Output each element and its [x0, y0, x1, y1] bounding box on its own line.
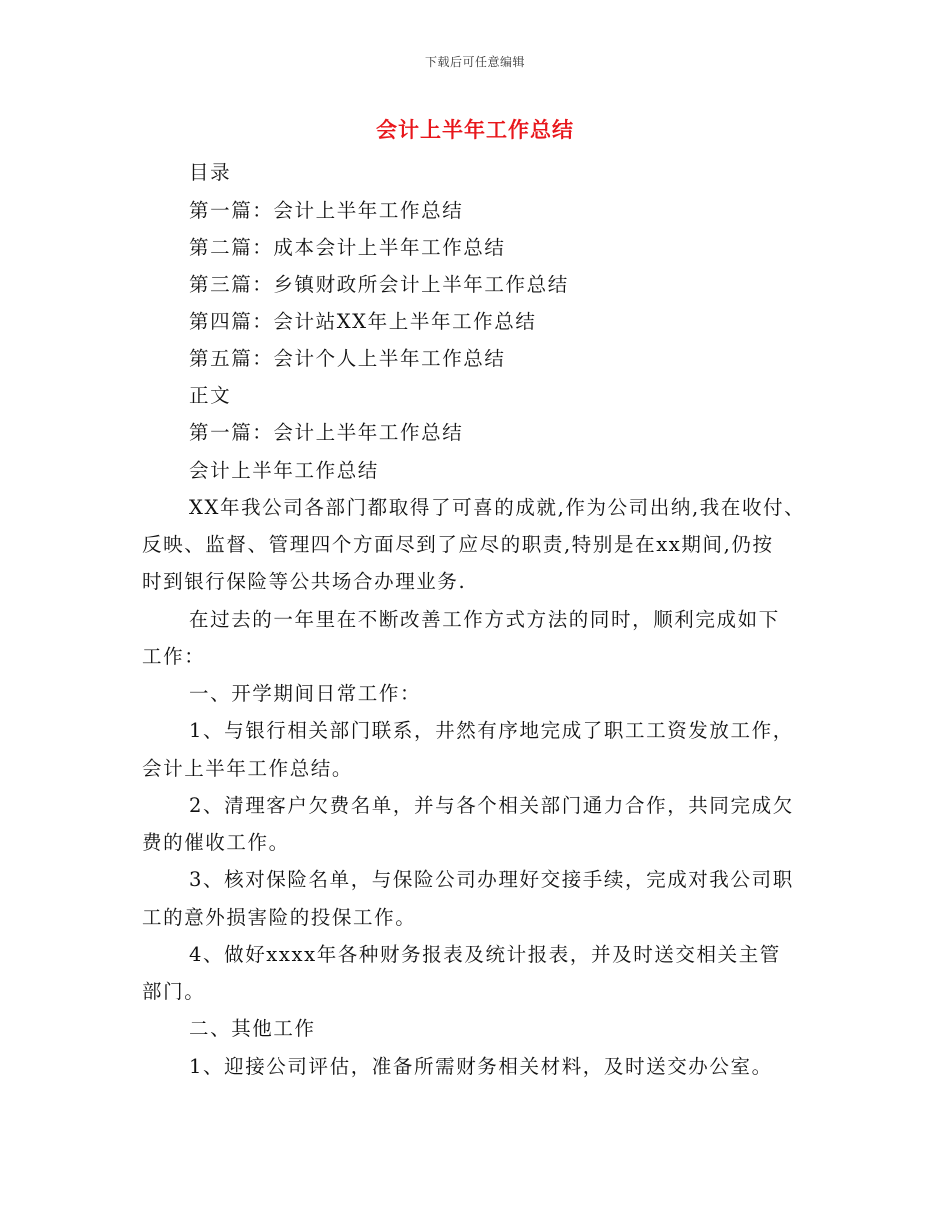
list-item-line: 1、与银行相关部门联系，井然有序地完成了职工工资发放工作，: [189, 719, 794, 742]
section-heading: 二、其他工作: [189, 1017, 316, 1040]
paragraph-line: XX年我公司各部门都取得了可喜的成就,作为公司出纳,我在收付、: [189, 496, 806, 519]
document-title: 会计上半年工作总结: [376, 117, 574, 142]
list-item-line: 1、迎接公司评估，准备所需财务相关材料，及时送交办公室。: [189, 1055, 773, 1078]
list-item-line: 工的意外损害险的投保工作。: [142, 906, 417, 929]
list-item-line: 2、清理客户欠费名单，并与各个相关部门通力合作，共同完成欠: [189, 794, 794, 817]
chapter-title: 第一篇：会计上半年工作总结: [189, 421, 464, 444]
list-item-line: 4、做好xxxx年各种财务报表及统计报表，并及时送交相关主管: [189, 943, 781, 966]
list-item-line: 3、核对保险名单，与保险公司办理好交接手续，完成对我公司职: [189, 868, 794, 891]
toc-item: 第五篇：会计个人上半年工作总结: [189, 347, 506, 370]
paragraph-line: 时到银行保险等公共场合办理业务.: [142, 570, 467, 593]
list-item-line: 费的催收工作。: [142, 831, 290, 854]
toc-item: 第二篇：成本会计上半年工作总结: [189, 236, 506, 259]
paragraph-line: 反映、监督、管理四个方面尽到了应尽的职责,特别是在xx期间,仍按: [142, 533, 774, 556]
list-item-line: 部门。: [142, 980, 206, 1003]
paragraph-line: 工作：: [142, 645, 206, 668]
list-item-line: 会计上半年工作总结。: [142, 757, 354, 780]
toc-item: 第三篇：乡镇财政所会计上半年工作总结: [189, 273, 569, 296]
page-header: 下载后可任意编辑: [424, 55, 525, 69]
section-heading: 一、开学期间日常工作：: [189, 682, 422, 705]
body-heading: 正文: [189, 384, 232, 407]
toc-item: 第一篇：会计上半年工作总结: [189, 199, 464, 222]
paragraph-line: 在过去的一年里在不断改善工作方式方法的同时，顺利完成如下: [189, 608, 780, 631]
chapter-subtitle: 会计上半年工作总结: [189, 459, 379, 482]
toc-item: 第四篇：会计站XX年上半年工作总结: [189, 310, 537, 333]
toc-heading: 目录: [189, 161, 232, 184]
